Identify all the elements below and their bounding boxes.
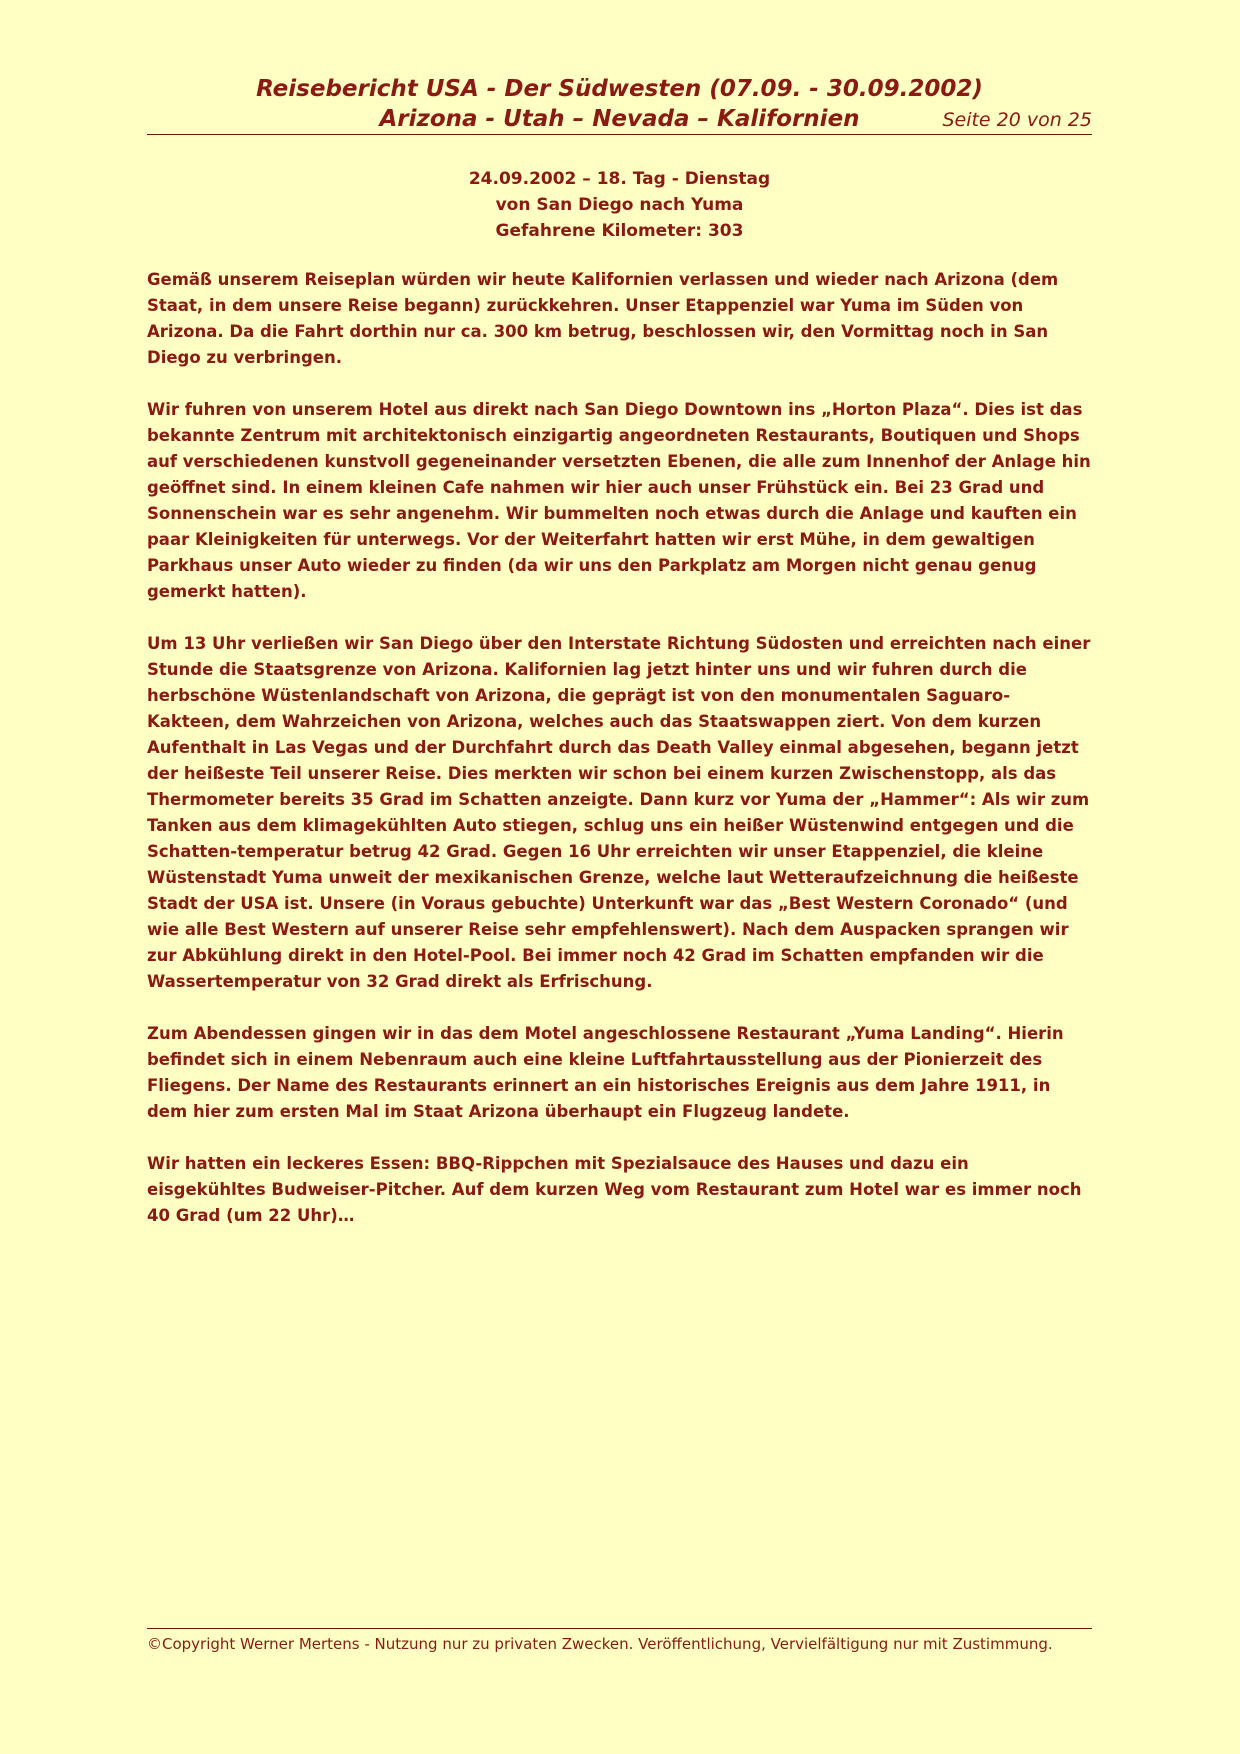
paragraph: Wir hatten ein leckeres Essen: BBQ-Rippchen mit Spezialsauce des Hauses und dazu ein eisgekühltes Budweiser-Pitcher. Auf dem kurzen Weg vom Restaurant zum Hotel war es immer noch 40 Grad (um 22 Uhr)…	[147, 1154, 1082, 1225]
report-subtitle: Arizona - Utah – Nevada – Kalifornien	[379, 106, 860, 132]
page-footer	[147, 1628, 1092, 1657]
report-body	[147, 267, 1092, 1255]
day-distance-line: Gefahrene Kilometer: 303	[495, 221, 744, 241]
page-number: Seite 20 von 25	[942, 109, 1092, 131]
paragraph: Um 13 Uhr verließen wir San Diego über den Interstate Richtung Südosten und erreichten nach einer Stunde die Staatsgrenze von Arizona. Kalifornien lag jetzt hinter uns und wir fuhren durch die herbschöne Wüstenlandschaft von Arizona, die geprägt ist von den monumentalen Saguaro-Kakteen, dem Wahrzeichen von Arizona, welches auch das Staatswappen ziert. Von dem kurzen Aufenthalt in Las Vegas und der Durchfahrt durch das Death Valley einmal abgesehen, begann jetzt der heißeste Teil unserer Reise. Dies merkten wir schon bei einem kurzen Zwischenstopp, als das Thermometer bereits 35 Grad im Schatten anzeigte. Dann kurz vor Yuma der „Hammer“: Als wir zum Tanken aus dem klimagekühlten Auto stiegen, schlug uns ein heißer Wüstenwind entgegen und die Schatten-temperatur betrug 42 Grad. Gegen 16 Uhr erreichten wir unser Etappenziel, die kleine Wüstenstadt Yuma unweit der mexikanischen Grenze, welche laut Wetteraufzeichnung die heißeste Stadt der USA ist. Unsere (in Voraus gebuchte) Unterkunft war das „Best Western Coronado“ (und wie alle Best Western auf unserer Reise sehr empfehlenswert). Nach dem Auspacken sprangen wir zur Abkühlung direkt in den Hotel-Pool. Bei immer noch 42 Grad im Schatten empfanden wir die Wassertemperatur von 32 Grad direkt als Erfrischung.	[147, 634, 1091, 991]
subtitle-row	[147, 104, 1092, 135]
day-heading	[147, 166, 1092, 244]
day-date-line: 24.09.2002 – 18. Tag - Dienstag	[468, 169, 771, 189]
page-header	[147, 74, 1092, 135]
copyright-notice: ©Copyright Werner Mertens - Nutzung nur zu privaten Zwecken. Veröffentlichung, Vervielfältigung nur mit Zustimmung.	[147, 1635, 1053, 1653]
paragraph: Wir fuhren von unserem Hotel aus direkt nach San Diego Downtown ins „Horton Plaza“. Dies ist das bekannte Zentrum mit architektonisch einzigartig angeordneten Restaurants, Boutiquen und Shops auf verschiedenen kunstvoll gegeneinander versetzten Ebenen, die alle zum Innenhof der Anlage hin geöffnet sind. In einem kleinen Cafe nahmen wir hier auch unser Frühstück ein. Bei 23 Grad und Sonnenschein war es sehr angenehm. Wir bummelten noch etwas durch die Anlage und kauften ein paar Kleinigkeiten für unterwegs. Vor der Weiterfahrt hatten wir erst Mühe, in dem gewaltigen Parkhaus unser Auto wieder zu finden (da wir uns den Parkplatz am Morgen nicht genau genug gemerkt hatten).	[147, 400, 1091, 601]
paragraph: Zum Abendessen gingen wir in das dem Motel angeschlossene Restaurant „Yuma Landing“. Hierin befindet sich in einem Nebenraum auch eine kleine Luftfahrtausstellung aus der Pionierzeit des Fliegens. Der Name des Restaurants erinnert an ein historisches Ereignis aus dem Jahre 1911, in dem hier zum ersten Mal im Staat Arizona überhaupt ein Flugzeug landete.	[147, 1024, 1064, 1121]
paragraph: Gemäß unserem Reiseplan würden wir heute Kalifornien verlassen und wieder nach Arizona (dem Staat, in dem unsere Reise begann) zurückkehren. Unser Etappenziel war Yuma im Süden von Arizona. Da die Fahrt dorthin nur ca. 300 km betrug, beschlossen wir, den Vormittag noch in San Diego zu verbringen.	[147, 270, 1059, 367]
report-title: Reisebericht USA - Der Südwesten (07.09. - 30.09.2002)	[256, 76, 983, 102]
day-route-line: von San Diego nach Yuma	[495, 195, 744, 215]
